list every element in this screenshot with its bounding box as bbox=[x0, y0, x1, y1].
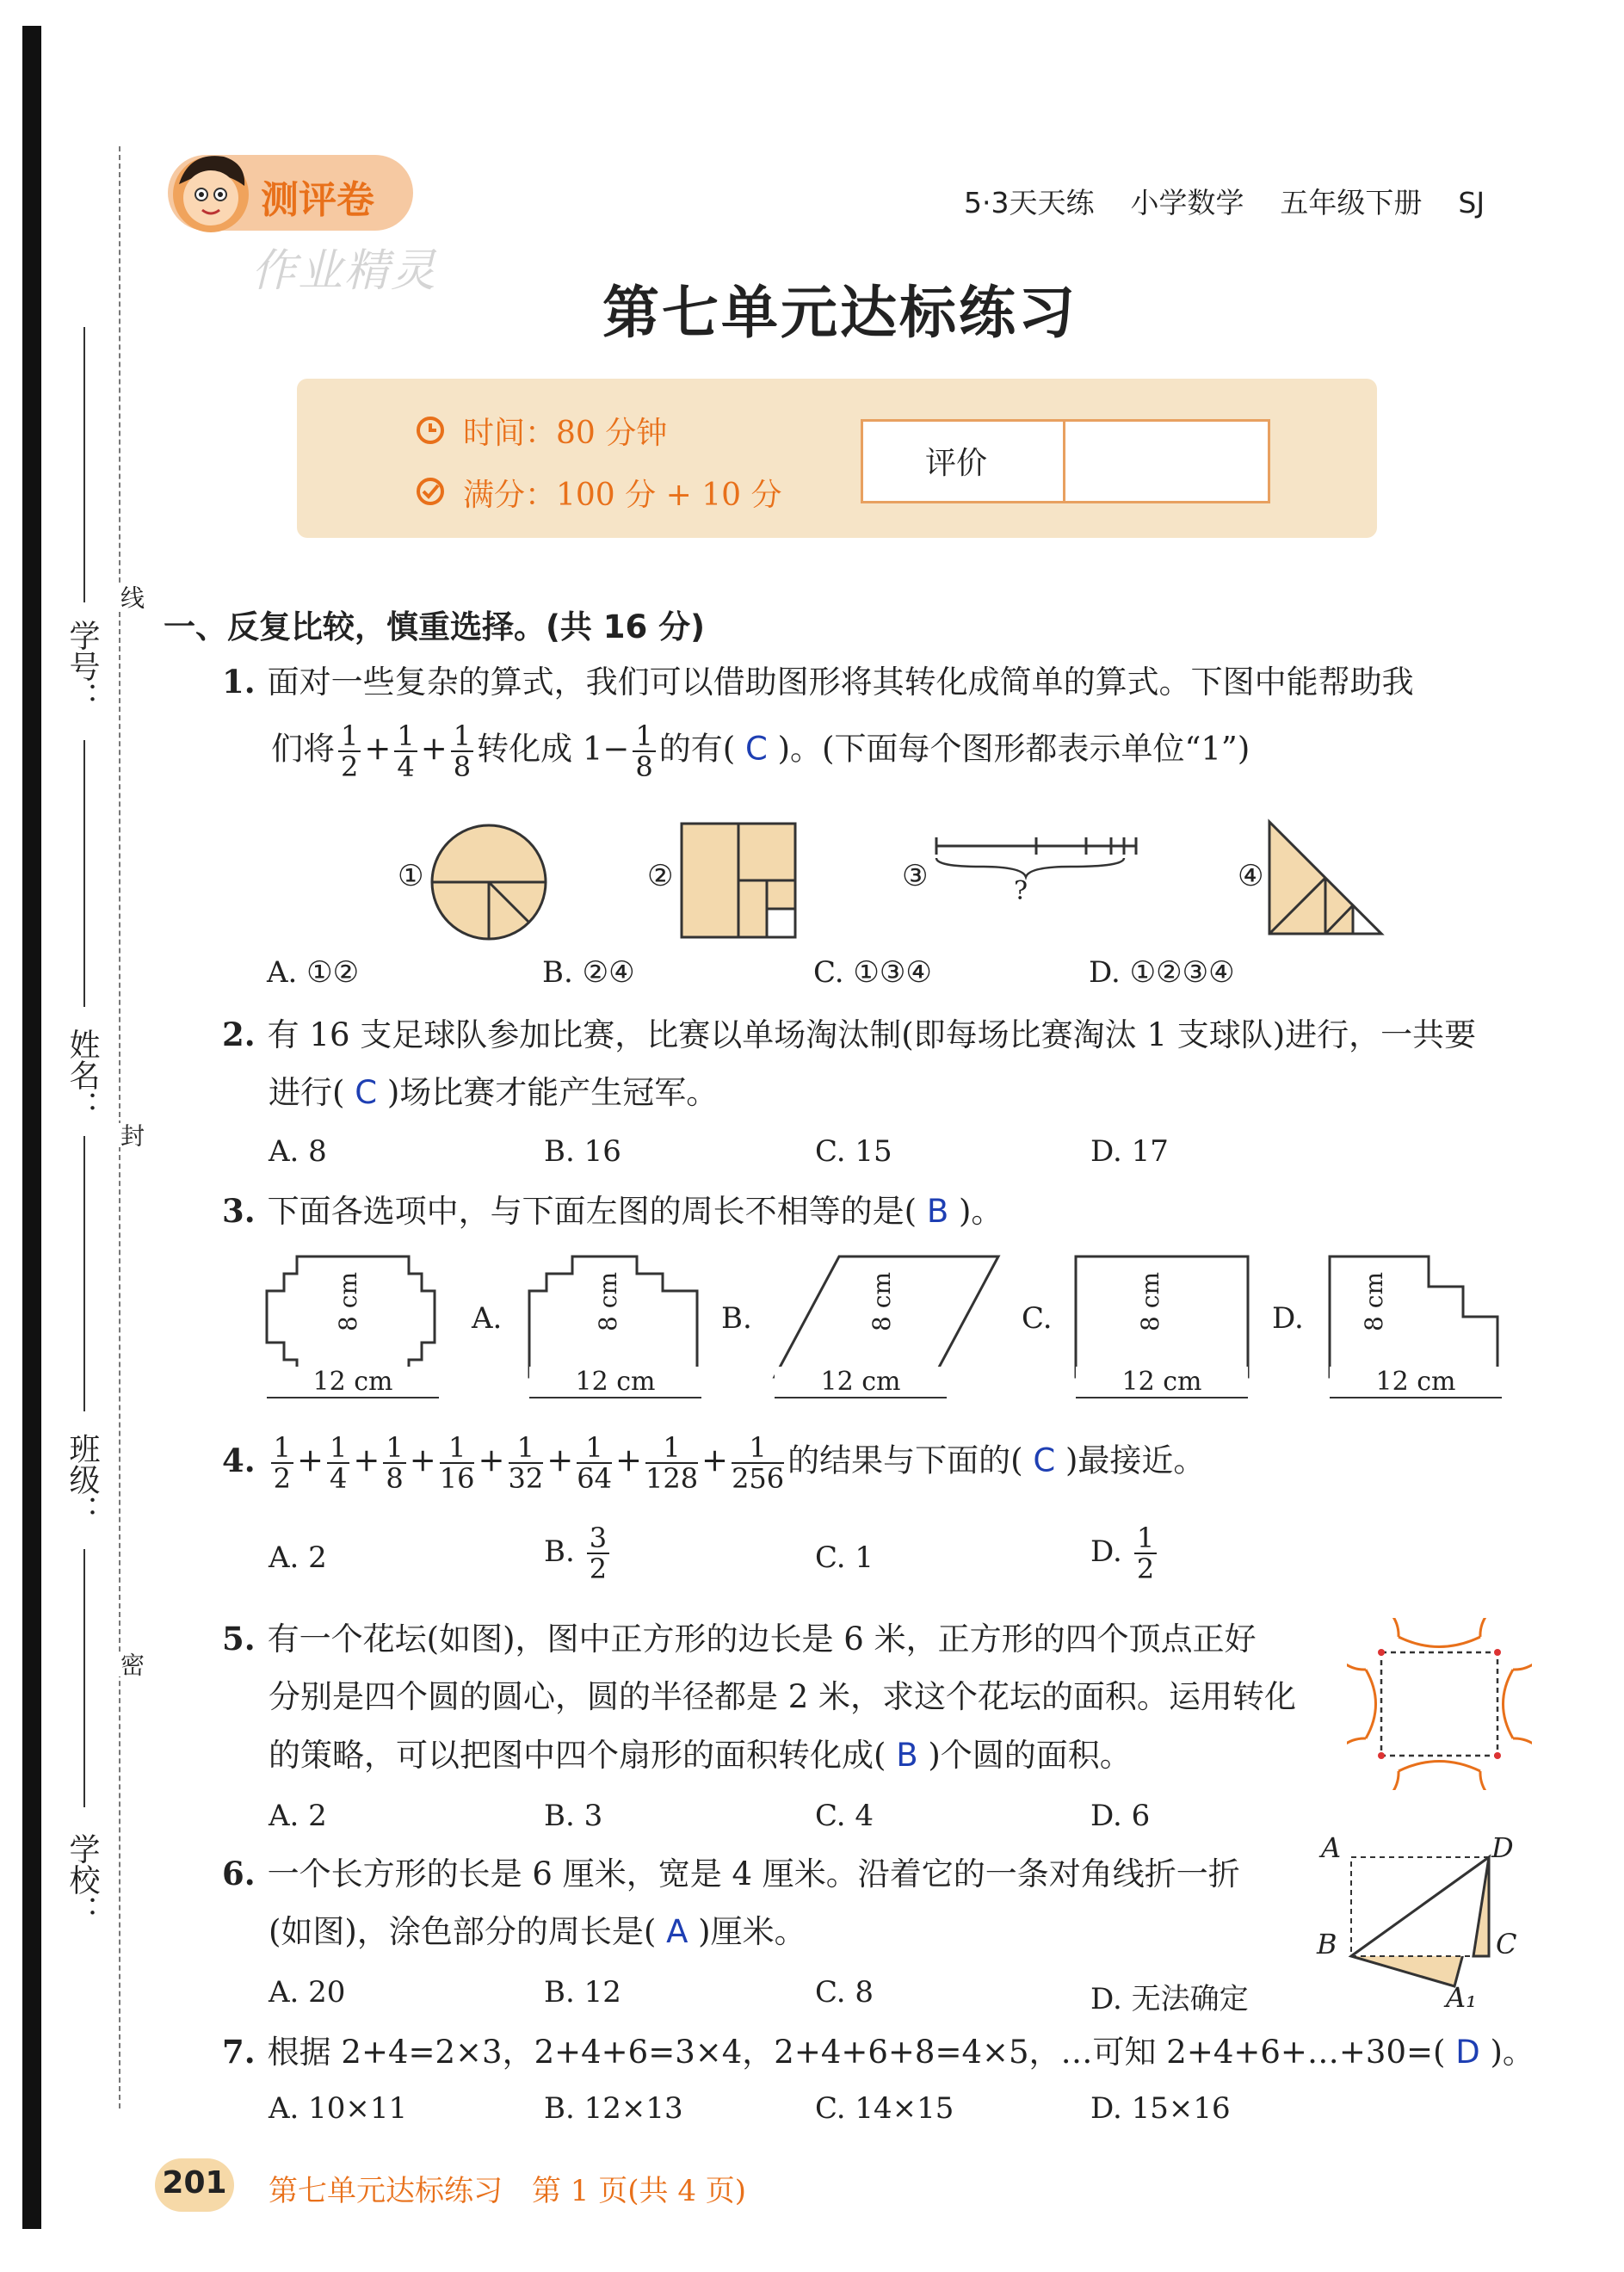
question-text: 们将 bbox=[271, 730, 335, 768]
student-id-line bbox=[83, 327, 85, 602]
width-label: 12 cm bbox=[529, 1367, 701, 1398]
width-label: 12 cm bbox=[775, 1367, 947, 1398]
option-letter: D. bbox=[1272, 1301, 1304, 1336]
header-subject: 小学数学 bbox=[1130, 186, 1244, 219]
class-label: 班级： bbox=[65, 1433, 100, 1526]
question-number: 7. bbox=[222, 2033, 256, 2071]
option: C. 4 bbox=[815, 1799, 874, 1833]
option: A. 2 bbox=[269, 1799, 327, 1833]
height-label: 8 cm bbox=[1136, 1272, 1164, 1331]
figure-segment bbox=[929, 830, 1145, 908]
fraction: $\frac{1}{128}$ bbox=[645, 1431, 699, 1495]
option: C. 15 bbox=[815, 1134, 892, 1169]
figure-circle bbox=[429, 822, 549, 942]
answer: C bbox=[355, 1074, 378, 1111]
question-text: 进行( bbox=[269, 1074, 345, 1111]
option: D. 无法确定 bbox=[1090, 1982, 1249, 2016]
vertex-label-d: D bbox=[1491, 1831, 1514, 1864]
option: D. 15×16 bbox=[1090, 2091, 1231, 2126]
fraction: $\frac{1}{32}$ bbox=[508, 1431, 544, 1495]
question-text: 的有( bbox=[658, 730, 736, 768]
option-letter: A. bbox=[472, 1301, 503, 1336]
height-label: 8 cm bbox=[334, 1272, 362, 1331]
vertex-label-b: B bbox=[1317, 1928, 1337, 1960]
height-label: 8 cm bbox=[594, 1272, 622, 1331]
check-icon bbox=[415, 476, 446, 507]
question-4-line1: 4. $\frac{1}{2}$ + $\frac{1}{4}$ + $\frac{1}{8}$ + $\frac{1}{16}$ + $\frac{1}{32}$ + $\frac{1}{64}$ + $\frac{1}{128}$ + $\frac{1}{256}$ 的结果与下面的( C )最接近。 bbox=[222, 1431, 1206, 1495]
clock-icon bbox=[415, 415, 446, 446]
vertex-label-a: A bbox=[1321, 1831, 1342, 1864]
question-7-line1 bbox=[222, 2033, 1534, 2071]
class-line bbox=[83, 1136, 85, 1411]
question-text: )厘米。 bbox=[698, 1913, 806, 1950]
figure-question-mark: ? bbox=[1014, 876, 1028, 906]
option: D. 17 bbox=[1090, 1134, 1169, 1169]
seal-mark: 封 bbox=[114, 1123, 148, 1147]
option-letter: B. bbox=[721, 1301, 752, 1336]
figure-label-4: ④ bbox=[1238, 859, 1264, 893]
option: D. 6 bbox=[1090, 1799, 1151, 1833]
score-label: 满分：100 分 + 10 分 bbox=[463, 478, 782, 513]
header-series: 5·3天天练 bbox=[964, 186, 1095, 219]
question-number: 3. bbox=[222, 1192, 256, 1230]
option bbox=[1090, 1523, 1160, 1584]
name-label: 姓名： bbox=[65, 1028, 100, 1121]
figure-option-d bbox=[1325, 1252, 1506, 1381]
option-letter: C. bbox=[1022, 1301, 1053, 1336]
fraction: $\frac{3}{2}$ bbox=[587, 1523, 609, 1584]
question-text: )个圆的面积。 bbox=[928, 1737, 1132, 1774]
figure-label-2: ② bbox=[647, 859, 674, 893]
figure-triangle bbox=[1265, 818, 1390, 938]
question-text: )最接近。 bbox=[1065, 1442, 1206, 1479]
fraction: $\frac{1}{4}$ bbox=[327, 1433, 349, 1493]
footer-text: 第七单元达标练习 第 1 页(共 4 页) bbox=[269, 2174, 747, 2208]
fraction: $\frac{1}{2}$ bbox=[338, 721, 361, 781]
question-2-line2 bbox=[269, 1074, 718, 1112]
vertex-label-c: C bbox=[1496, 1928, 1517, 1960]
fraction: $\frac{1}{4}$ bbox=[394, 721, 417, 781]
question-text: )。 bbox=[1490, 2034, 1534, 2071]
question-number: 6. bbox=[222, 1855, 256, 1892]
option: A. 10×11 bbox=[269, 2091, 408, 2126]
option bbox=[544, 1523, 613, 1584]
school-label: 学校： bbox=[65, 1833, 100, 1926]
question-3-line1 bbox=[222, 1192, 1003, 1231]
section-heading: 一、反复比较，慎重选择。(共 16 分) bbox=[164, 608, 706, 645]
option: C. 8 bbox=[815, 1975, 874, 2010]
option-letter: D. bbox=[1090, 1534, 1122, 1569]
question-text: 下面各选项中，与下面左图的周长不相等的是( bbox=[267, 1193, 917, 1230]
option: A. 8 bbox=[269, 1134, 327, 1169]
option: B. 3 bbox=[544, 1799, 603, 1833]
answer: B bbox=[926, 1193, 949, 1230]
name-line bbox=[83, 740, 85, 1007]
question-text: 根据 2+4=2×3，2+4+6=3×4，2+4+6+8=4×5，…可知 2+4+6+…+30=( bbox=[267, 2034, 1446, 2071]
question-text: )。(下面每个图形都表示单位“1”) bbox=[777, 730, 1250, 768]
option: C. 14×15 bbox=[815, 2091, 954, 2126]
figure-label-1: ① bbox=[398, 859, 424, 893]
figure-label-3: ③ bbox=[902, 859, 929, 893]
binding-bar bbox=[22, 26, 41, 2229]
question-text: 面对一些复杂的算式，我们可以借助图形将其转化成简单的算式。下图中能帮助我 bbox=[267, 664, 1414, 701]
fraction: $\frac{1}{8}$ bbox=[383, 1433, 405, 1493]
school-line bbox=[83, 1549, 85, 1807]
height-label: 8 cm bbox=[1360, 1272, 1388, 1331]
fraction: $\frac{1}{8}$ bbox=[451, 721, 473, 781]
question-text: 的策略，可以把图中四个扇形的面积转化成( bbox=[269, 1737, 886, 1774]
question-6-line2 bbox=[269, 1913, 806, 1951]
figure-square bbox=[680, 822, 797, 939]
option: B. 12×13 bbox=[544, 2091, 683, 2126]
student-id-label: 学号： bbox=[65, 620, 100, 713]
answer: A bbox=[666, 1913, 689, 1950]
question-2-line1 bbox=[222, 1016, 1476, 1054]
answer: D bbox=[1455, 2034, 1480, 2071]
fraction: $\frac{1}{16}$ bbox=[439, 1431, 475, 1495]
question-5-line2 bbox=[269, 1678, 1296, 1716]
question-text: 一个长方形的长是 6 厘米，宽是 4 厘米。沿着它的一条对角线折一折 bbox=[267, 1855, 1240, 1892]
eval-label: 评价 bbox=[925, 446, 988, 481]
eval-divider bbox=[1063, 422, 1065, 501]
option: C. 1 bbox=[815, 1540, 874, 1575]
fraction: $\frac{1}{8}$ bbox=[633, 721, 655, 781]
width-label: 12 cm bbox=[1330, 1367, 1502, 1398]
answer: B bbox=[896, 1737, 918, 1774]
fraction: $\frac{1}{2}$ bbox=[1134, 1523, 1157, 1584]
question-5-line1 bbox=[222, 1620, 1257, 1658]
answer: C bbox=[1033, 1442, 1056, 1479]
width-label: 12 cm bbox=[1076, 1367, 1248, 1398]
fraction: $\frac{1}{256}$ bbox=[732, 1431, 785, 1495]
question-number: 5. bbox=[222, 1620, 256, 1658]
mascot-icon bbox=[164, 145, 258, 239]
time-label: 时间：80 分钟 bbox=[463, 416, 668, 451]
option: B. 12 bbox=[544, 1975, 621, 2010]
eval-box bbox=[861, 419, 1270, 503]
question-text: 有一个花坛(如图)，图中正方形的边长是 6 米，正方形的四个顶点正好 bbox=[267, 1621, 1257, 1658]
line-mark: 线 bbox=[114, 585, 148, 609]
question-5-line3 bbox=[269, 1737, 1132, 1775]
figure-flowerbed bbox=[1347, 1618, 1532, 1790]
height-label: 8 cm bbox=[868, 1272, 896, 1331]
question-number: 4. bbox=[222, 1441, 256, 1479]
question-text: )场比赛才能产生冠军。 bbox=[386, 1074, 719, 1111]
option: A. 20 bbox=[269, 1975, 346, 2010]
question-text: 转化成 1− bbox=[477, 730, 630, 768]
header-grade: 五年级下册 bbox=[1280, 186, 1423, 219]
question-1-line1 bbox=[222, 663, 1414, 701]
question-number: 2. bbox=[222, 1016, 256, 1053]
question-text: 有 16 支足球队参加比赛，比赛以单场淘汰制(即每场比赛淘汰 1 支球队)进行，一共要 bbox=[267, 1016, 1477, 1053]
option: C. ①③④ bbox=[813, 955, 932, 990]
question-6-line1 bbox=[222, 1855, 1240, 1893]
header-edition: SJ bbox=[1458, 186, 1485, 219]
badge-label: 测评卷 bbox=[261, 178, 374, 222]
question-number: 1. bbox=[222, 663, 256, 701]
question-text: 分别是四个圆的圆心，圆的半径都是 2 米，求这个花坛的面积。运用转化 bbox=[269, 1678, 1297, 1715]
fraction: $\frac{1}{2}$ bbox=[271, 1433, 293, 1493]
fraction: $\frac{1}{64}$ bbox=[577, 1431, 612, 1495]
figure-folded-rectangle bbox=[1343, 1850, 1497, 1997]
option: B. ②④ bbox=[542, 955, 635, 990]
question-text: 的结果与下面的( bbox=[787, 1442, 1023, 1479]
option: D. ①②③④ bbox=[1089, 955, 1235, 990]
option: A. 2 bbox=[269, 1540, 327, 1575]
watermark: 作业精灵 bbox=[251, 245, 438, 297]
vertex-label-a1: A₁ bbox=[1446, 1981, 1477, 2014]
option-letter: B. bbox=[544, 1534, 575, 1569]
width-label: 12 cm bbox=[267, 1367, 439, 1398]
option: A. ①② bbox=[267, 955, 360, 990]
secret-mark: 密 bbox=[114, 1652, 148, 1676]
question-text: )。 bbox=[959, 1193, 1003, 1230]
page-number: 201 bbox=[162, 2165, 227, 2201]
answer: C bbox=[744, 730, 768, 768]
option: B. 16 bbox=[544, 1134, 621, 1169]
question-1-line2: 们将 $\frac{1}{2}$ + $\frac{1}{4}$ + $\frac{1}{8}$ 转化成 1− $\frac{1}{8}$ 的有( C )。(下面每个图形都表示单位“1”) bbox=[271, 719, 1250, 783]
question-text: (如图)，涂色部分的周长是( bbox=[269, 1913, 657, 1950]
page-title: 第七单元达标练习 bbox=[602, 279, 1078, 346]
header bbox=[964, 181, 1485, 221]
